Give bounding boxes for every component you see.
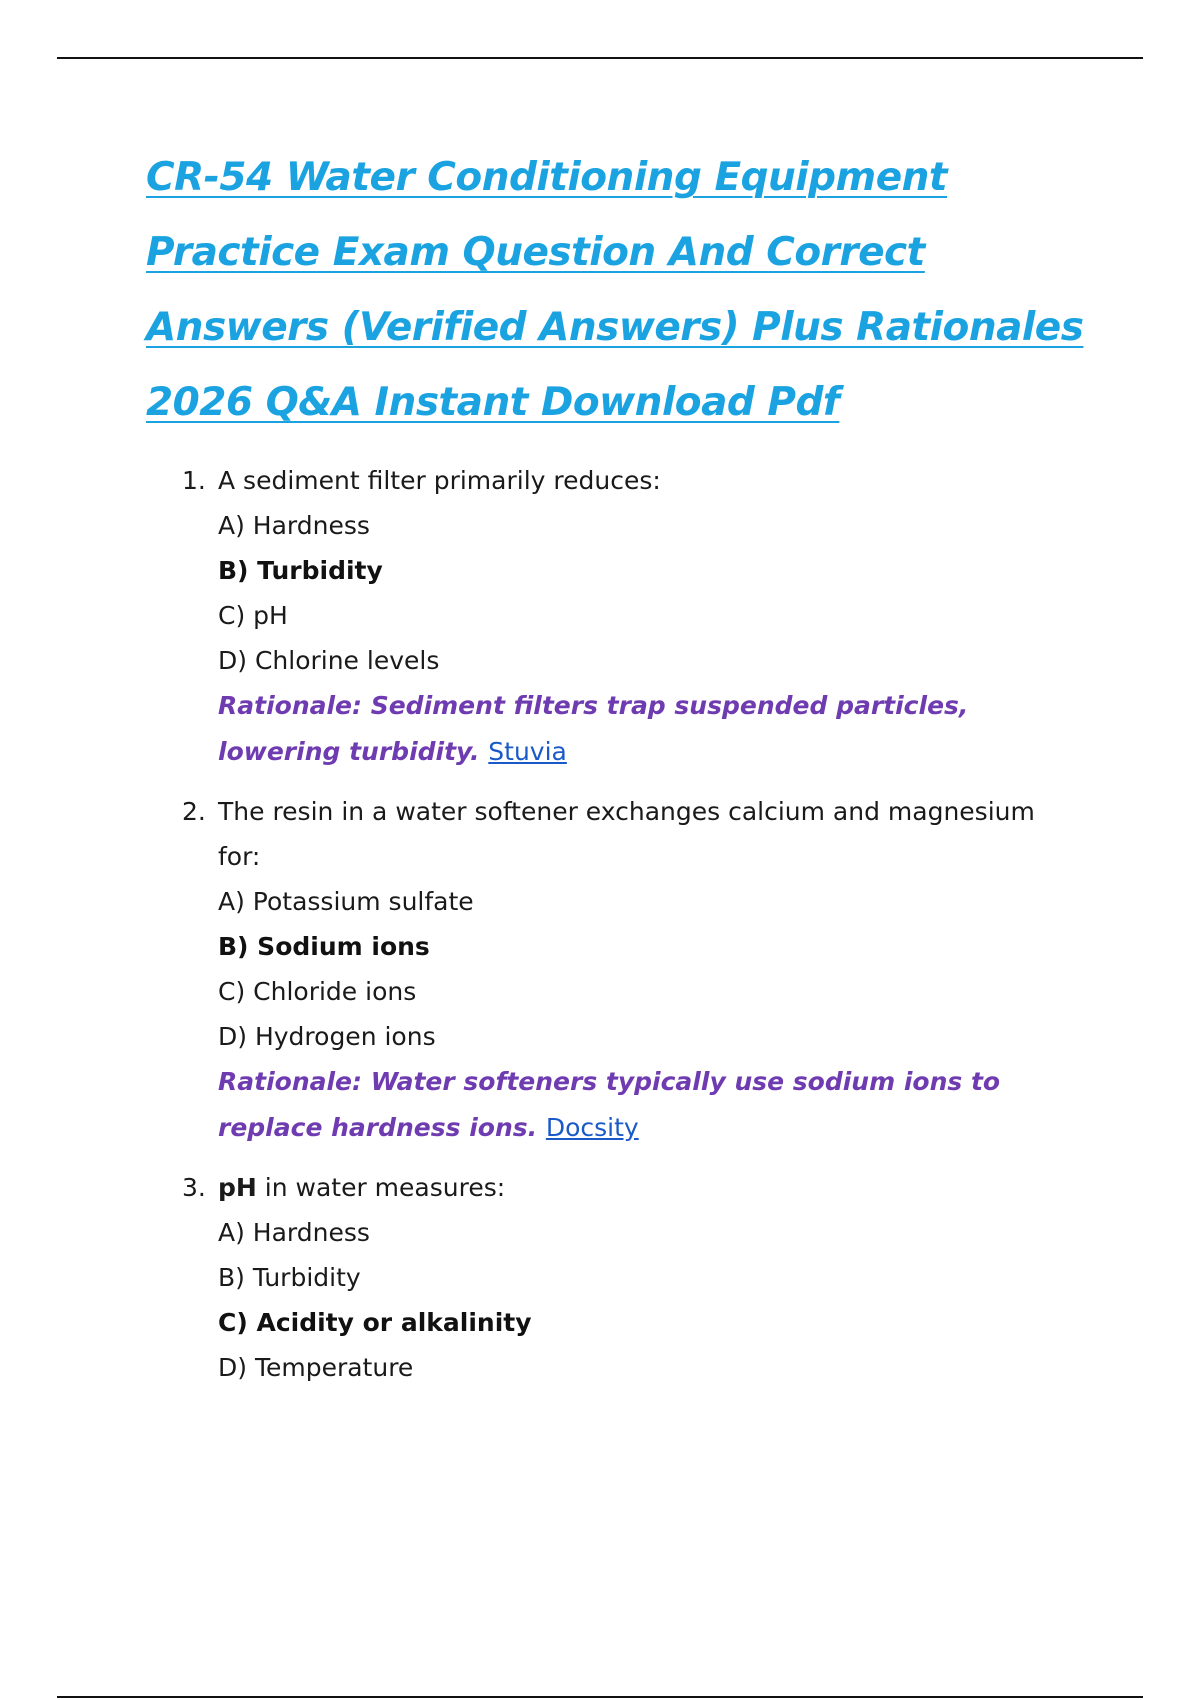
question-2 bbox=[182, 789, 1082, 1151]
question-list bbox=[182, 458, 1082, 1404]
question-text: The resin in a water softener exchanges calcium and magnesium for: bbox=[218, 797, 1035, 871]
top-rule bbox=[57, 57, 1143, 59]
question-text-rest: in water measures: bbox=[256, 1173, 506, 1202]
option-c-correct: C) Acidity or alkalinity bbox=[218, 1308, 532, 1337]
question-text: A sediment filter primarily reduces: bbox=[218, 466, 661, 495]
option-a: A) Hardness bbox=[218, 1218, 370, 1247]
title-line: Practice Exam Question And Correct bbox=[146, 230, 925, 275]
source-link-docsity[interactable]: Docsity bbox=[545, 1113, 639, 1142]
option-d: D) Chlorine levels bbox=[218, 646, 440, 675]
option-a: A) Hardness bbox=[218, 511, 370, 540]
bottom-rule bbox=[57, 1696, 1143, 1698]
question-number: 2. bbox=[182, 797, 206, 826]
question-1 bbox=[182, 458, 1082, 775]
question-text bbox=[218, 1165, 1082, 1210]
title-line: 2026 Q&A Instant Download Pdf bbox=[146, 380, 840, 425]
rationale bbox=[218, 1059, 1082, 1151]
title-line: Answers (Verified Answers) Plus Rationales bbox=[146, 305, 1084, 350]
option-a: A) Potassium sulfate bbox=[218, 887, 474, 916]
rationale-text: Rationale: Sediment filters trap suspended particles, lowering turbidity. bbox=[218, 691, 969, 766]
option-b: B) Turbidity bbox=[218, 1263, 361, 1292]
question-number: 3. bbox=[182, 1173, 206, 1202]
question-3 bbox=[182, 1165, 1082, 1390]
option-d: D) Hydrogen ions bbox=[218, 1022, 436, 1051]
option-b-correct: B) Sodium ions bbox=[218, 932, 430, 961]
question-text-bold: pH bbox=[218, 1173, 257, 1202]
option-d: D) Temperature bbox=[218, 1353, 414, 1382]
option-b-correct: B) Turbidity bbox=[218, 556, 383, 585]
source-link-stuvia[interactable]: Stuvia bbox=[488, 737, 567, 766]
rationale-text: Rationale: Water softeners typically use sodium ions to replace hardness ions. bbox=[218, 1067, 1001, 1142]
document-title-link[interactable] bbox=[146, 140, 1146, 440]
option-c: C) Chloride ions bbox=[218, 977, 417, 1006]
rationale bbox=[218, 683, 1082, 775]
question-number: 1. bbox=[182, 466, 206, 495]
option-c: C) pH bbox=[218, 601, 288, 630]
title-line: CR-54 Water Conditioning Equipment bbox=[146, 155, 948, 200]
